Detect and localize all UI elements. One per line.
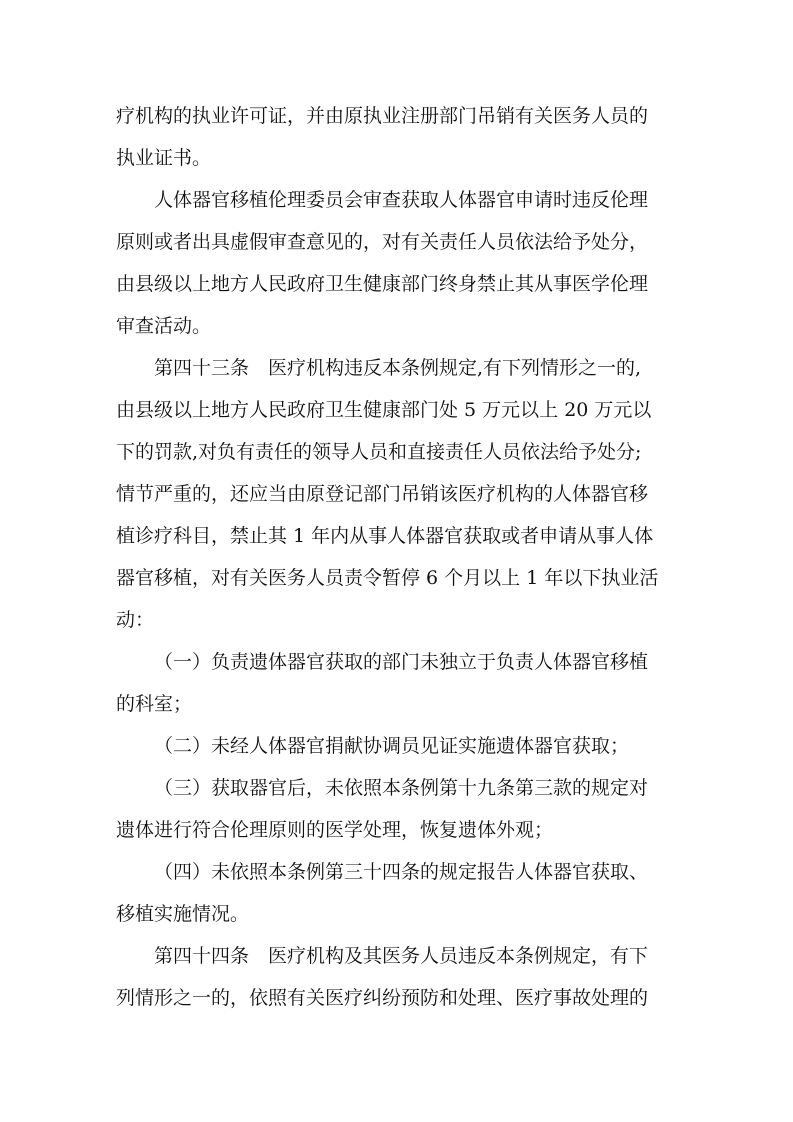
list-item-3: （三）获取器官后，未依照本条例第十九条第三款的规定对	[154, 777, 649, 799]
text-line: 动：	[116, 609, 155, 631]
text-line: 下的罚款,对负有责任的领导人员和直接责任人员依法给予处分;	[116, 441, 642, 463]
text-line: 人体器官移植伦理委员会审查获取人体器官申请时违反伦理	[154, 189, 649, 211]
text-line: 由县级以上地方人民政府卫生健康部门处 5 万元以上 20 万元以	[116, 399, 652, 421]
text-line: 由县级以上地方人民政府卫生健康部门终身禁止其从事医学伦理	[116, 273, 649, 295]
article-44-heading-line: 第四十四条 医疗机构及其医务人员违反本条例规定，有下	[154, 945, 649, 967]
text-line: 审查活动。	[116, 315, 212, 337]
list-item-2: （二）未经人体器官捐献协调员见证实施遗体器官获取；	[154, 735, 630, 757]
text-line: 植诊疗科目，禁止其 1 年内从事人体器官获取或者申请从事人体	[116, 525, 654, 547]
text-line: 遗体进行符合伦理原则的医学处理，恢复遗体外观；	[116, 819, 554, 841]
list-item-4: （四）未依照本条例第三十四条的规定报告人体器官获取、	[154, 861, 649, 883]
text-line: 的科室；	[116, 693, 193, 715]
list-item-1: （一）负责遗体器官获取的部门未独立于负责人体器官移植	[154, 651, 649, 673]
text-line: 移植实施情况。	[116, 903, 250, 925]
article-43-heading-line: 第四十三条 医疗机构违反本条例规定,有下列情形之一的,	[154, 357, 642, 379]
text-line: 执业证书。	[116, 147, 212, 169]
text-line: 情节严重的，还应当由原登记部门吊销该医疗机构的人体器官移	[116, 483, 649, 505]
text-line: 列情形之一的，依照有关医疗纠纷预防和处理、医疗事故处理的	[116, 987, 649, 1009]
text-line: 器官移植，对有关医务人员责令暂停 6 个月以上 1 年以下执业活	[116, 567, 659, 589]
text-line: 疗机构的执业许可证，并由原执业注册部门吊销有关医务人员的	[116, 105, 649, 127]
text-line: 原则或者出具虚假审查意见的，对有关责任人员依法给予处分，	[116, 231, 649, 253]
